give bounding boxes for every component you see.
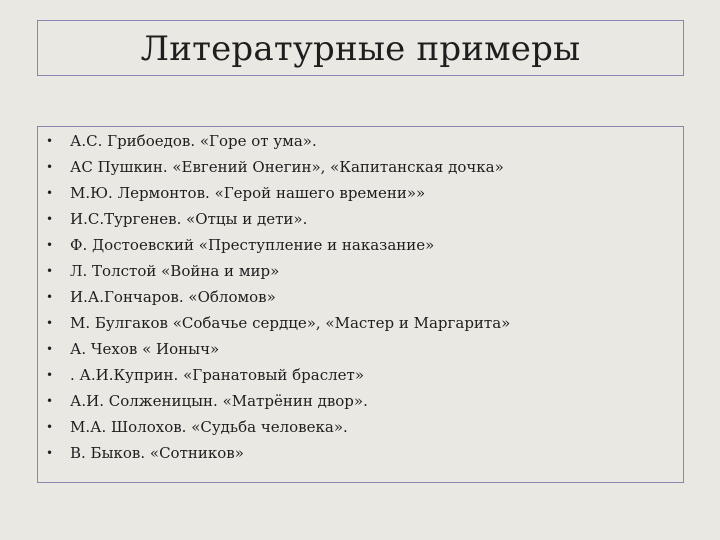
slide-title: Литературные примеры (140, 29, 581, 69)
list-item (38, 284, 683, 310)
list-item-text: В. Быков. «Сотников» (70, 444, 244, 462)
bullet-icon: • (46, 186, 54, 200)
list-item-text: М. Булгаков «Собачье сердце», «Мастер и Маргарита» (70, 314, 511, 332)
list-item (38, 180, 683, 206)
bullet-icon: • (46, 446, 54, 460)
list-item-text: Ф. Достоевский «Преступление и наказание» (70, 236, 435, 254)
list-item (38, 336, 683, 362)
list-item (38, 128, 683, 154)
list-item-text: А.И. Солженицын. «Матрёнин двор». (70, 392, 368, 410)
bullet-icon: • (46, 290, 54, 304)
examples-list (38, 128, 683, 466)
list-item (38, 414, 683, 440)
list-item-text: А.С. Грибоедов. «Горе от ума». (70, 132, 317, 150)
content-frame (37, 126, 684, 483)
bullet-icon: • (46, 160, 54, 174)
bullet-icon: • (46, 368, 54, 382)
bullet-icon: • (46, 134, 54, 148)
list-item (38, 206, 683, 232)
list-item (38, 154, 683, 180)
list-item-text: М.А. Шолохов. «Судьба человека». (70, 418, 348, 436)
list-item (38, 388, 683, 414)
list-item (38, 232, 683, 258)
list-item (38, 258, 683, 284)
bullet-icon: • (46, 394, 54, 408)
bullet-icon: • (46, 420, 54, 434)
list-item-text: И.С.Тургенев. «Отцы и дети». (70, 210, 308, 228)
bullet-icon: • (46, 264, 54, 278)
list-item-text: Л. Толстой «Война и мир» (70, 262, 280, 280)
bullet-icon: • (46, 342, 54, 356)
bullet-icon: • (46, 238, 54, 252)
list-item-text: А. Чехов « Ионыч» (70, 340, 220, 358)
title-frame (37, 20, 684, 76)
list-item-text: М.Ю. Лермонтов. «Герой нашего времени»» (70, 184, 426, 202)
list-item (38, 362, 683, 388)
list-item (38, 440, 683, 466)
list-item-text: И.А.Гончаров. «Обломов» (70, 288, 276, 306)
bullet-icon: • (46, 212, 54, 226)
list-item-text: . А.И.Куприн. «Гранатовый браслет» (70, 366, 365, 384)
list-item (38, 310, 683, 336)
list-item-text: АС Пушкин. «Евгений Онегин», «Капитанская дочка» (70, 158, 504, 176)
bullet-icon: • (46, 316, 54, 330)
